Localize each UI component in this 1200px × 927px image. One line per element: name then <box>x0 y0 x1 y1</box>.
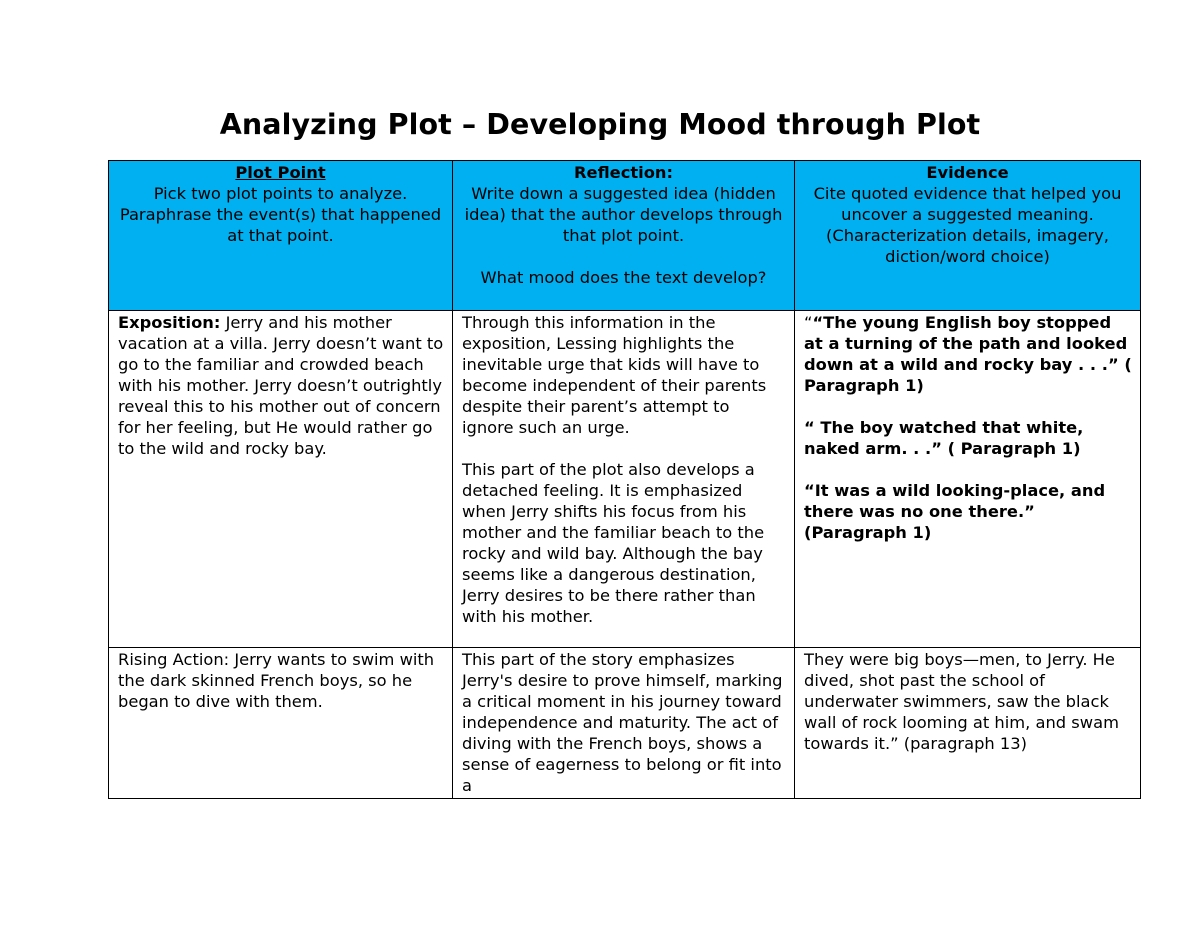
header-title: Plot Point <box>235 163 326 182</box>
header-description: Cite quoted evidence that helped you uncover a suggested meaning. (Characterization details, imagery, diction/word choice) <box>813 184 1122 266</box>
evidence-quote: “It was a wild looking-place, and there was no one there.” (Paragraph 1) <box>804 481 1106 542</box>
table-header-row <box>109 161 1141 311</box>
table-row <box>109 311 1141 648</box>
plot-point-text: Rising Action: Jerry wants to swim with the dark skinned French boys, so he began to dive with them. <box>118 650 435 711</box>
plot-analysis-table <box>108 160 1141 799</box>
plot-point-text: Jerry and his mother vacation at a villa. Jerry doesn’t want to go to the familiar and crowded beach with his mother. Jerry doesn’t outrightly reveal this to his mother out of concern for her feeling, but He would rather go to the wild and rocky bay. <box>118 313 444 458</box>
evidence-cell <box>795 311 1141 648</box>
plot-point-cell <box>109 648 453 799</box>
evidence-quote-mark: “ <box>804 313 813 332</box>
reflection-cell <box>453 311 795 648</box>
reflection-paragraph: Through this information in the exposition, Lessing highlights the inevitable urge that kids will have to become independent of their parents despite their parent’s attempt to ignore such an urge. <box>462 313 767 437</box>
header-reflection <box>453 161 795 311</box>
plot-point-cell <box>109 311 453 648</box>
evidence-cell <box>795 648 1141 799</box>
header-description: Pick two plot points to analyze. Paraphrase the event(s) that happened at that point. <box>119 184 442 245</box>
evidence-quote: They were big boys—men, to Jerry. He dived, shot past the school of underwater swimmers, saw the black wall of rock looming at him, and swam towards it.” (paragraph 13) <box>804 650 1119 753</box>
evidence-quote: “ The boy watched that white, naked arm. . .” ( Paragraph 1) <box>804 418 1084 458</box>
header-title: Evidence <box>926 163 1009 182</box>
table-row <box>109 648 1141 799</box>
header-plot-point <box>109 161 453 311</box>
plot-point-label: Exposition: <box>118 313 221 332</box>
reflection-cell <box>453 648 795 799</box>
page-title: Analyzing Plot – Developing Mood through Plot <box>219 108 981 141</box>
header-evidence <box>795 161 1141 311</box>
header-title: Reflection: <box>574 163 673 182</box>
evidence-quote: “The young English boy stopped at a turning of the path and looked down at a wild and rocky bay . . .” ( Paragraph 1) <box>804 313 1132 395</box>
header-description-mood: What mood does the text develop? <box>480 268 767 287</box>
reflection-paragraph: This part of the plot also develops a detached feeling. It is emphasized when Jerry shifts his focus from his mother and the familiar beach to the rocky and wild bay. Although the bay seems like a dangerous destination, Jerry desires to be there rather than with his mother. <box>462 460 765 626</box>
header-description: Write down a suggested idea (hidden idea) that the author develops through that plot point. <box>464 184 783 245</box>
reflection-paragraph: This part of the story emphasizes Jerry's desire to prove himself, marking a critical moment in his journey toward independence and maturity. The act of diving with the French boys, shows a sense of eagerness to belong or fit into a <box>462 650 783 795</box>
